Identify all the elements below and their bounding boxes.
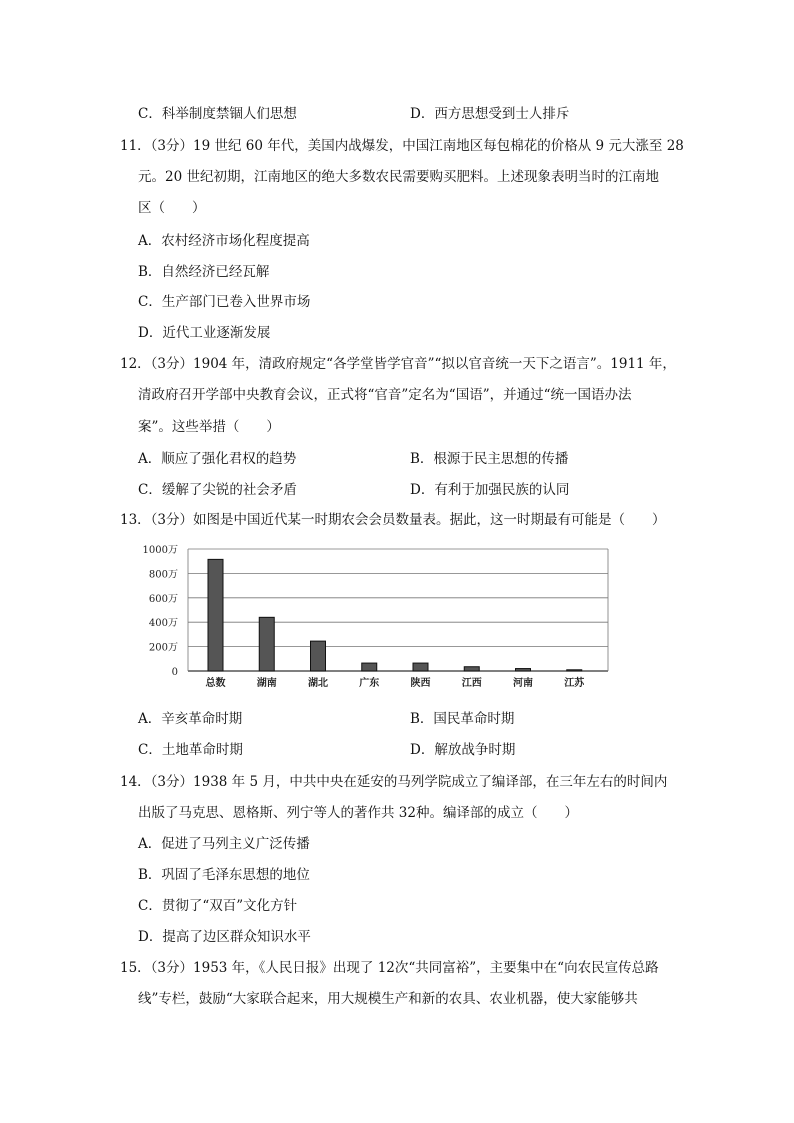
chart-bar-6 xyxy=(516,669,531,671)
q13-stem-line1: 13．（3分）如图是中国近代某一时期农会会员数量表。据此，这一时期最有可能是（ ） xyxy=(120,512,666,528)
chart-bar-1 xyxy=(259,617,274,671)
q10-option-c: C．科举制度禁锢人们思想 xyxy=(138,106,297,122)
q12-option-c: C．缓解了尖锐的社会矛盾 xyxy=(138,482,297,498)
q14-option-b: B．巩固了毛泽东思想的地位 xyxy=(138,867,310,883)
q14-option-c: C．贯彻了“双百”文化方针 xyxy=(138,898,298,914)
chart-x-tick-label: 陕西 xyxy=(410,678,431,689)
chart-x-tick-label: 河南 xyxy=(513,678,533,689)
chart-y-tick-label: 400万 xyxy=(148,618,178,630)
chart-x-tick-label: 江苏 xyxy=(564,678,585,689)
q12-option-a: A．顺应了强化君权的趋势 xyxy=(138,451,297,467)
chart-bar-3 xyxy=(362,663,377,671)
chart-gridlines xyxy=(188,549,608,671)
q12-option-d: D．有利于加强民族的认同 xyxy=(410,482,570,498)
q11-stem-line3: 区（ ） xyxy=(138,200,206,216)
q11-stem-line2: 元。20 世纪初期，江南地区的绝大多数农民需要购买肥料。上述现象表明当时的江南地 xyxy=(138,169,659,185)
chart-bar-2 xyxy=(311,641,326,671)
q11-option-b: B．自然经济已经瓦解 xyxy=(138,264,270,280)
chart-y-tick-label: 0 xyxy=(171,667,178,678)
chart-y-tick-label: 600万 xyxy=(148,593,178,605)
chart-bar-7 xyxy=(567,670,582,671)
q14-option-a: A．促进了马列主义广泛传播 xyxy=(138,836,310,852)
farmers-association-bar-chart xyxy=(138,538,618,690)
q13-option-a: A．辛亥革命时期 xyxy=(138,711,243,727)
q14-option-d: D．提高了边区群众知识水平 xyxy=(138,929,311,945)
chart-x-ticks xyxy=(206,676,586,689)
chart-bar-4 xyxy=(413,663,428,671)
q11-option-c: C．生产部门已卷入世界市场 xyxy=(138,294,311,310)
chart-x-tick-label: 广东 xyxy=(359,678,380,689)
chart-x-tick-label: 湖北 xyxy=(308,678,328,689)
chart-y-tick-label: 800万 xyxy=(148,569,178,581)
q12-stem-line3: 案”。这些举措（ ） xyxy=(138,419,280,435)
chart-y-tick-label: 1000万 xyxy=(142,545,178,556)
q14-stem-line1: 14．（3分）1938 年 5 月，中共中央在延安的马列学院成立了编译部，在三年左右的时间内 xyxy=(120,774,668,790)
q14-stem-line2: 出版了马克思、恩格斯、列宁等人的著作共 32种。编译部的成立（ ） xyxy=(138,805,578,821)
q13-option-c: C．土地革命时期 xyxy=(138,742,243,758)
q15-stem-line1: 15．（3分）1953 年，《人民日报》出现了 12次“共同富裕”，主要集中在“向农民宣传总路 xyxy=(120,960,659,976)
q12-option-b: B．根源于民主思想的传播 xyxy=(410,451,569,467)
q13-option-d: D．解放战争时期 xyxy=(410,742,516,758)
q11-stem-line1: 11．（3分）19 世纪 60 年代，美国内战爆发，中国江南地区每包棉花的价格从 9 元大涨至 28 xyxy=(120,138,684,154)
chart-x-tick-label: 江西 xyxy=(461,678,482,689)
chart-bar-0 xyxy=(208,559,223,671)
chart-bars xyxy=(208,559,582,671)
q10-option-d: D．西方思想受到士人排斥 xyxy=(410,106,570,122)
chart-x-tick-label: 总数 xyxy=(205,678,226,689)
q11-option-d: D．近代工业逐渐发展 xyxy=(138,325,271,341)
q12-stem-line1: 12．（3分）1904 年，清政府规定“各学堂皆学官音”“拟以官音统一天下之语言”。1911 年， xyxy=(120,356,676,372)
q12-stem-line2: 清政府召开学部中央教育会议，正式将“官音”定名为“国语”，并通过“统一国语办法 xyxy=(138,387,632,403)
chart-y-tick-label: 200万 xyxy=(148,642,178,654)
chart-bar-5 xyxy=(464,667,479,671)
q11-option-a: A．农村经济市场化程度提高 xyxy=(138,233,310,249)
chart-x-tick-label: 湖南 xyxy=(256,678,277,689)
chart-y-ticks xyxy=(143,544,178,678)
q13-option-b: B．国民革命时期 xyxy=(410,711,515,727)
q15-stem-line2: 线”专栏，鼓励“大家联合起来，用大规模生产和新的农具、农业机器，使大家能够共 xyxy=(138,991,638,1007)
